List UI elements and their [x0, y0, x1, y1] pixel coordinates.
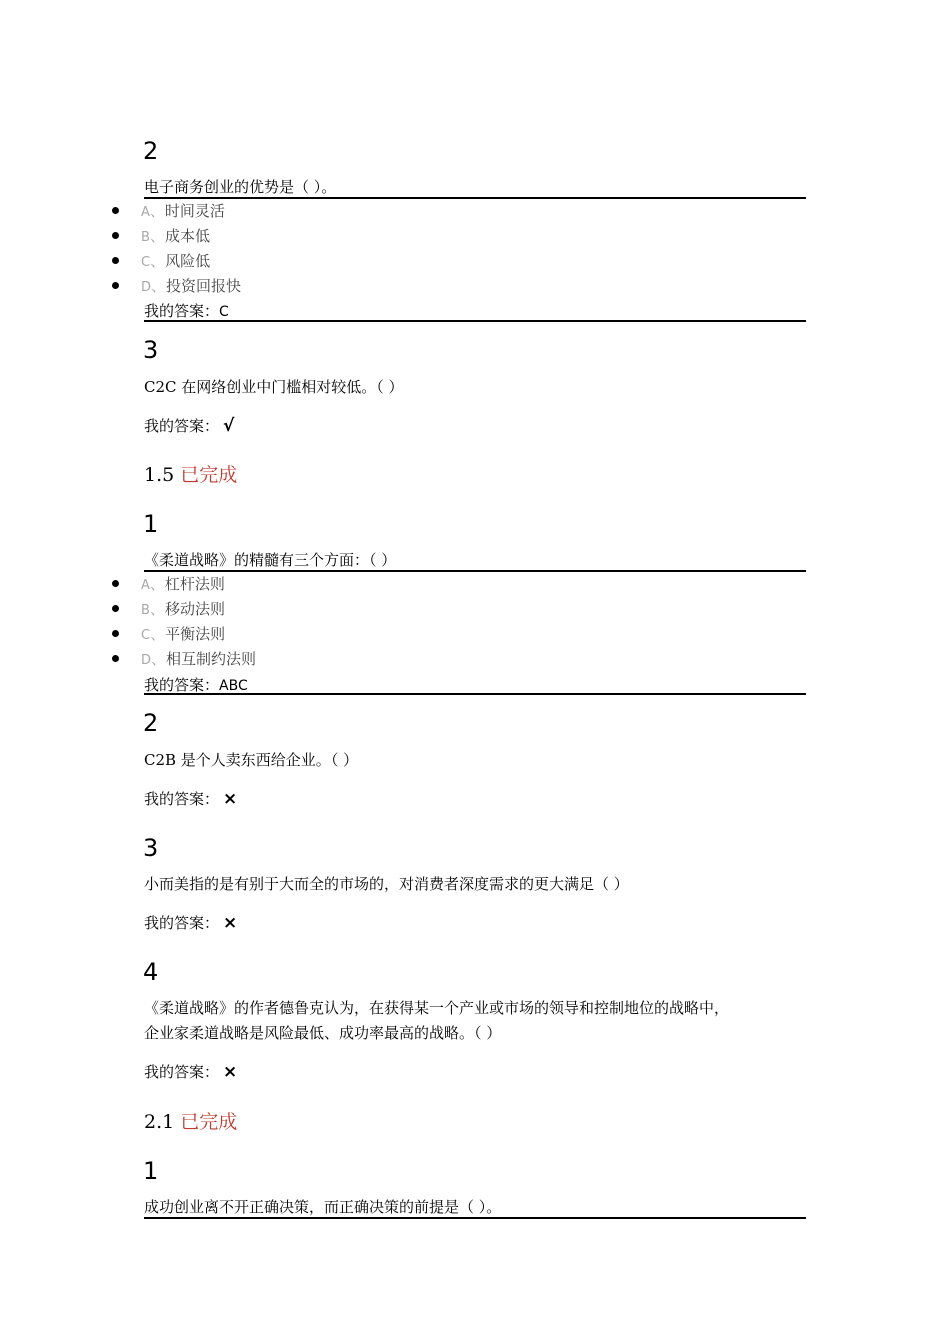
my-answer	[144, 1060, 237, 1084]
option-text: 杠杆法则	[164, 575, 225, 593]
option-letter: D	[141, 280, 152, 295]
question-number: 2	[143, 137, 159, 165]
answer-label: 我的答案：	[144, 302, 220, 320]
bullet-icon	[112, 207, 119, 214]
bullet-icon	[112, 605, 119, 612]
question-text: 电子商务创业的优势是（ ）。	[144, 178, 337, 196]
option-letter: C	[141, 255, 151, 270]
option-text: 相互制约法则	[166, 650, 257, 668]
option-a[interactable]: A、时间灵活	[112, 200, 225, 224]
bullet-icon	[112, 630, 119, 637]
bullet-icon	[112, 655, 119, 662]
question-text: C2B 是个人卖东西给企业。（ ）	[144, 751, 359, 769]
question-number: 3	[143, 336, 159, 364]
my-answer	[144, 787, 237, 811]
section-status: 已完成	[180, 464, 238, 486]
option-letter: C	[141, 628, 151, 643]
option-c[interactable]: C、风险低	[112, 250, 210, 274]
option-letter: B	[141, 230, 150, 245]
section-number: 2.1	[144, 1111, 175, 1133]
divider	[144, 197, 806, 199]
answer-label: 我的答案：	[144, 1063, 220, 1081]
option-d[interactable]: D、投资回报快	[112, 275, 241, 299]
answer-value: C	[219, 304, 229, 320]
my-answer	[144, 911, 237, 935]
cross-mark-icon: ×	[223, 789, 238, 809]
option-letter: A	[141, 205, 150, 220]
option-text: 风险低	[165, 252, 211, 270]
question-number: 1	[143, 1157, 159, 1185]
option-text: 移动法则	[164, 600, 225, 618]
question-text: 成功创业离不开正确决策，而正确决策的前提是（ ）。	[144, 1198, 502, 1216]
option-c[interactable]: C、平衡法则	[112, 623, 225, 647]
question-number: 3	[143, 834, 159, 862]
option-text: 平衡法则	[165, 625, 226, 643]
divider	[144, 320, 806, 322]
option-a[interactable]: A、杠杆法则	[112, 573, 225, 597]
cross-mark-icon: ×	[223, 913, 238, 933]
my-answer	[144, 414, 234, 438]
question-text: C2C 在网络创业中门槛相对较低。（ ）	[144, 378, 404, 396]
option-b[interactable]: B、移动法则	[112, 598, 225, 622]
bullet-icon	[112, 282, 119, 289]
answer-label: 我的答案：	[144, 914, 220, 932]
cross-mark-icon: ×	[223, 1062, 238, 1082]
section-number: 1.5	[144, 464, 175, 486]
question-text: 小而美指的是有别于大而全的市场的，对消费者深度需求的更大满足（ ）	[144, 875, 629, 893]
option-letter: D	[141, 653, 152, 668]
check-mark-icon: √	[223, 416, 235, 436]
option-text: 时间灵活	[164, 202, 225, 220]
question-text-line-2: 企业家柔道战略是风险最低、成功率最高的战略。（ ）	[144, 1024, 502, 1042]
divider	[144, 570, 806, 572]
question-number: 4	[143, 958, 159, 986]
question-number: 2	[143, 709, 159, 737]
section-status: 已完成	[180, 1111, 238, 1133]
section-heading	[144, 1110, 237, 1134]
question-number: 1	[143, 510, 159, 538]
divider	[144, 1217, 806, 1219]
option-d[interactable]: D、相互制约法则	[112, 648, 256, 672]
option-letter: A	[141, 578, 150, 593]
question-text: 《柔道战略》的精髓有三个方面：（ ）	[144, 551, 397, 569]
bullet-icon	[112, 257, 119, 264]
question-text-line-1: 《柔道战略》的作者德鲁克认为，在获得某一个产业或市场的领导和控制地位的战略中，	[144, 999, 730, 1017]
divider	[144, 693, 806, 695]
bullet-icon	[112, 580, 119, 587]
section-heading	[144, 463, 237, 487]
bullet-icon	[112, 232, 119, 239]
answer-label: 我的答案：	[144, 417, 220, 435]
option-b[interactable]: B、成本低	[112, 225, 210, 249]
option-text: 成本低	[164, 227, 210, 245]
option-letter: B	[141, 603, 150, 618]
answer-label: 我的答案：	[144, 676, 220, 694]
answer-value: ABC	[219, 678, 248, 694]
answer-label: 我的答案：	[144, 790, 220, 808]
option-text: 投资回报快	[166, 277, 242, 295]
